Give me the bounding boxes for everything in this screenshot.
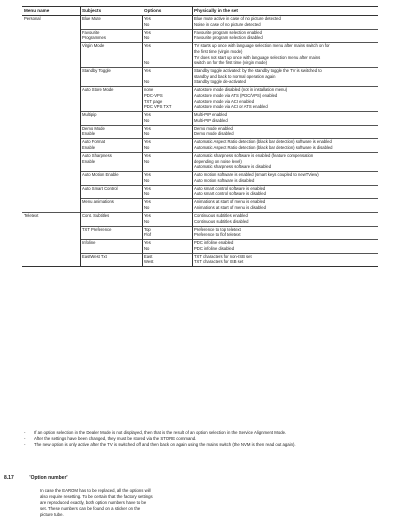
description-line: Standby toggle de-activated [194, 79, 246, 85]
description-line: Animations at start of menu is enabled [194, 199, 266, 205]
row-divider [80, 111, 378, 112]
description-line: Standby toggle activated: by the standby toggle the TV is switched to [194, 68, 322, 74]
column-divider [142, 15, 143, 266]
option-value-cell: No [144, 177, 150, 183]
option-value-cell: none [144, 87, 154, 93]
description-line: standby and back to normal operation again [194, 73, 276, 79]
description-line: Automatic sharpness software is disabled [194, 164, 272, 170]
description-line: Favourite program selection disabled [194, 35, 263, 41]
subject-cell: Auto Smart Control [82, 185, 118, 191]
description-line: Automatic Aspect Ratio detection (black bar detection) software is enabled [194, 139, 332, 145]
subject-cell: Favourite [82, 29, 100, 35]
description-line: Continuous subtitles enabled [194, 213, 248, 218]
section-body [40, 488, 190, 518]
subject-cell: Cont. Subtitles [82, 213, 110, 218]
column-divider [80, 6, 81, 266]
subject-cell: Enable [82, 131, 96, 137]
description-line: Auto motion software is enabled (smart keys coupled to newTView) [194, 172, 319, 178]
subject-cell: Infoline [82, 240, 96, 246]
option-value-cell: Yes [144, 43, 151, 49]
subject-cell: Programmes [82, 35, 106, 41]
note-item: - If an option selection in the Dealer Mode is not displayed, then that is the result of an option selection in the Service Alignment Mode. [22, 430, 378, 436]
subject-cell: Auto Sharpness [82, 153, 112, 158]
option-value-cell: Yes [144, 172, 151, 178]
subject-cell: Auto Format [82, 139, 106, 145]
header-menu-name: Menu name [24, 7, 50, 13]
subject-full [82, 126, 91, 132]
section-line: set. These numbers can be found on a sticker on the [40, 506, 141, 511]
subject-cell: Multipip [82, 112, 97, 118]
option-value-cell: Yes [144, 213, 151, 218]
description-line: Demo mode enabled [194, 125, 233, 131]
description-line: PDC infoline enabled [194, 240, 234, 246]
subject-cell: TXT Preference [82, 226, 112, 232]
description-line: Blue mute active in case of no picture detected [194, 16, 281, 22]
subject-cell: Enable [82, 145, 96, 150]
description-line: Automatic Aspect Ratio detection (black bar detection) software is disabled [194, 145, 333, 150]
description-line: PDC infoline disabled [194, 245, 235, 251]
description-line: Continuous subtitles disabled [194, 218, 249, 224]
section-line: In case the EAROM has to be replaced, all the options will [40, 488, 151, 493]
description-line: TXT characters for non-ISB set [194, 253, 252, 259]
subject-cell: EastWest Txt [82, 253, 107, 259]
description-line: the first time (virgin mode) [194, 49, 243, 54]
option-value-cell: No [144, 131, 150, 137]
description-line: Automatic sharpness software is enabled (feature compensation [194, 153, 314, 158]
description-line: Preference to top teletext [194, 226, 241, 232]
subject-cell: Blue Mute [82, 16, 101, 22]
option-value-cell: Top [144, 226, 151, 232]
description-line: Demo mode disabled [194, 131, 234, 137]
option-value-cell: No [144, 158, 150, 164]
description-line: depending on noise level) [194, 158, 242, 164]
option-value-cell: Yes [144, 199, 151, 205]
option-value-cell: No [144, 245, 150, 251]
options-table [22, 6, 378, 426]
option-value-cell: No [144, 60, 150, 66]
description-line: TV starts up once with language selection menu after mains switch on for [194, 43, 330, 49]
section-line: picture tube. [40, 512, 64, 517]
option-value-cell: No [144, 21, 150, 27]
option-value-cell: West [144, 259, 154, 265]
option-value-cell: Yes [144, 240, 151, 246]
subject-cell: Enable [82, 158, 96, 164]
subject-cell: Standby Toggle [82, 68, 111, 74]
option-value-cell: No [144, 145, 150, 150]
option-value-cell: No [144, 205, 150, 210]
description-line: Auto motion software is disabled [194, 177, 255, 183]
option-value-cell: Flof [144, 232, 151, 238]
option-value-cell: No [144, 79, 150, 85]
description-line: Auto smart control software is enabled [194, 185, 266, 191]
description-line: TXT characters for ISB set [194, 259, 244, 265]
subject-full [82, 139, 91, 145]
description-line: Autostore mode via ACI enabled [194, 98, 255, 104]
option-value-cell: No [144, 218, 150, 224]
note-item: - After the settings have been changed, they must be stored via the STORE command. [22, 436, 378, 442]
option-value-cell: Yes [144, 16, 151, 22]
option-value-cell: Yes [144, 153, 151, 158]
notes-list [22, 430, 378, 448]
description-line: Multi-PIP enabled [194, 112, 227, 118]
header-subjects: Subjects [82, 7, 102, 13]
section-line: also require resetting. To be certain that the factory settings [40, 494, 153, 499]
option-value-cell: Yes [144, 125, 151, 131]
section-heading [4, 475, 68, 481]
option-value-cell: No [144, 117, 150, 123]
description-line: switch on for the first time (virgin mode) [194, 60, 268, 66]
note-item: - The new option is only active after the TV is switched off and then back on again using the mains switch (the NVM is then read out again). [22, 442, 378, 448]
option-value-cell: PDC-VPS [144, 93, 163, 98]
row-divider [22, 266, 378, 267]
option-value-cell: Yes [144, 185, 151, 191]
option-value-cell: PDC VPS TXT [144, 104, 172, 110]
description-line: TV does not start up once with language selection menu after mains [194, 54, 321, 60]
subject-cell: Auto Motion Enable [82, 172, 119, 178]
option-value-cell: Yes [144, 112, 151, 118]
section-line: are reproduced exactly, both option numbers have to be [40, 500, 147, 505]
option-value-cell: Yes [144, 139, 151, 145]
subject-cell: Menu animations [82, 199, 114, 205]
description-line: Autostore mode via ATS (PDC/VPS) enabled [194, 93, 278, 98]
subject-cell: Auto Store Mode [82, 87, 114, 93]
menu-name-cell: Teletext [24, 213, 39, 218]
menu-name-cell: Personal [24, 16, 41, 22]
subject-cell: Demo Mode [82, 125, 105, 131]
description-line: Noise in case of no picture detected [194, 21, 261, 27]
header-options: Options [144, 7, 162, 13]
section-number: 8.17 [4, 475, 14, 481]
description-line: Preference to flof teletext [194, 232, 241, 238]
subject-full [82, 30, 92, 36]
option-value-cell: No [144, 191, 150, 197]
description-line: Favourite program selection enabled [194, 29, 262, 35]
option-value-cell: East [144, 253, 153, 259]
subject-cell: Virgin Mode [82, 43, 105, 49]
description-line: Multi-PIP disabled [194, 117, 228, 123]
subject-full [82, 153, 93, 159]
section-title: 'Option number' [29, 475, 68, 481]
option-value-cell: No [144, 35, 150, 41]
option-value-cell: Yes [144, 29, 151, 35]
header-physically: Physically in the set [194, 7, 238, 13]
option-value-cell: Yes [144, 68, 151, 74]
description-line: Auto smart control software is disabled [194, 191, 266, 197]
column-divider [192, 6, 193, 266]
description-line: Autostore mode via ACI or ATS enabled [194, 104, 268, 110]
description-line: Animations at start of menu is disabled [194, 205, 266, 210]
option-value-cell: TXT page [144, 98, 163, 104]
description-line: Autostore mode disabled (not in installation menu) [194, 87, 288, 93]
